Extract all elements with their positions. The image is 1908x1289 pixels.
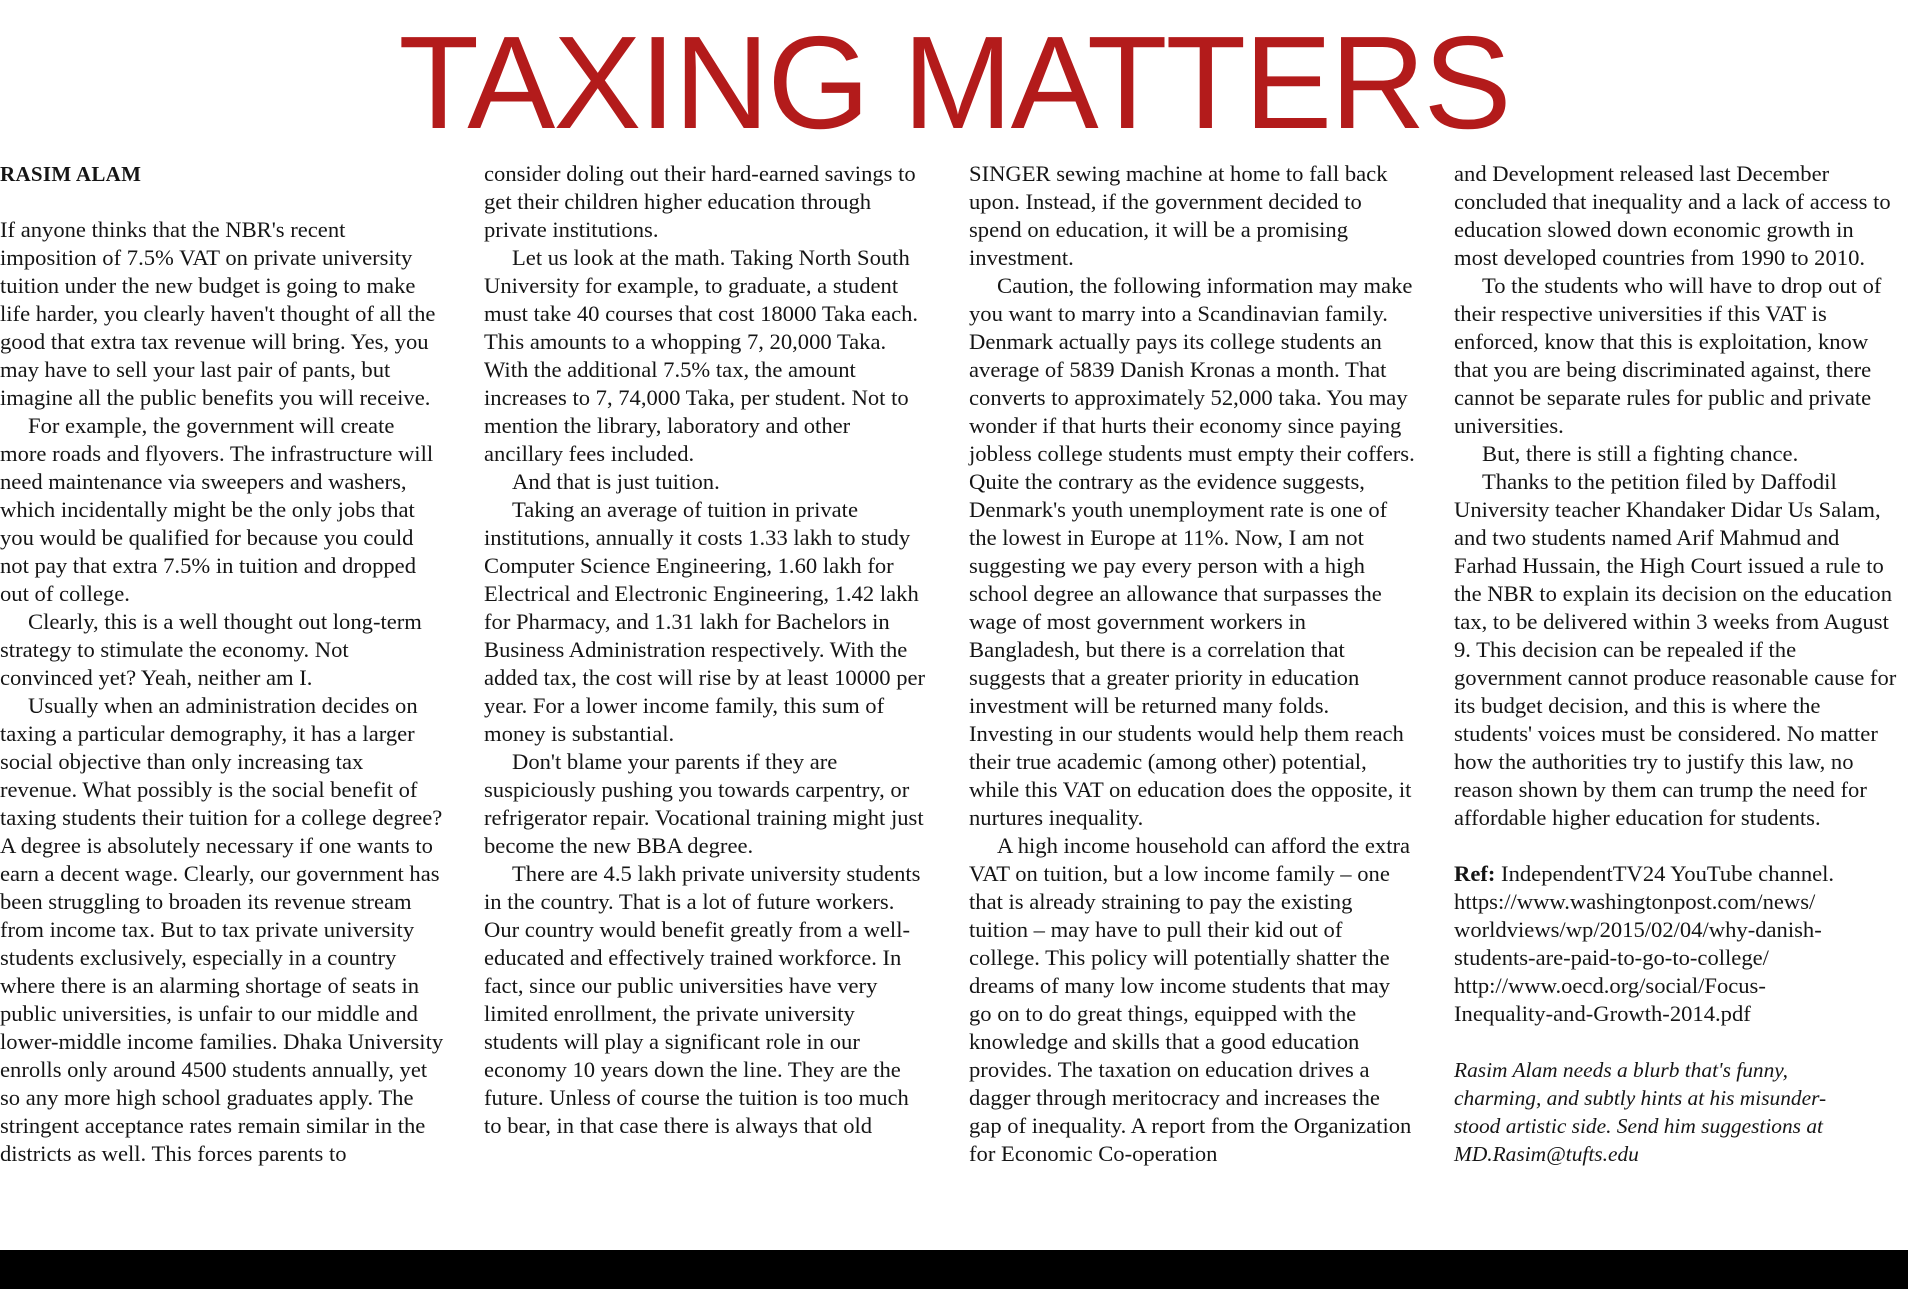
article-column-4	[1454, 160, 1900, 1168]
byline: RASIM ALAM	[0, 162, 142, 186]
reference-line: Inequality-and-Growth-2014.pdf	[1454, 1001, 1751, 1026]
paragraph: Don't blame your parents if they are suspiciously pushing you towards carpentry, or refrigerator repair. Vocational training might just become the new BBA degree.	[484, 749, 924, 858]
paragraph: consider doling out their hard-earned savings to get their children higher education through private institutions.	[484, 161, 916, 242]
paragraph: To the students who will have to drop out of their respective universities if this VAT is enforced, know that this is exploitation, know that you are being discriminated against, there cannot be separate rules for public and private universities.	[1454, 273, 1882, 438]
paragraph: SINGER sewing machine at home to fall back upon. Instead, if the government decided to spend on education, it will be a promising investment.	[969, 161, 1388, 270]
article-column-2	[484, 160, 930, 1140]
references	[1454, 860, 1900, 1028]
article-column-1	[0, 160, 446, 1168]
paragraph: and Development released last December concluded that inequality and a lack of access to education slowed down economic growth in most developed countries from 1990 to 2010.	[1454, 161, 1891, 270]
paragraph: And that is just tuition.	[512, 469, 720, 494]
paragraph: But, there is still a fighting chance.	[1482, 441, 1799, 466]
article-column-3	[969, 160, 1415, 1168]
paragraph: There are 4.5 lakh private university students in the country. That is a lot of future workers. Our country would benefit greatly from a well-educated and effectively trained workforce. In fact, since our public universities have very limited enrollment, the private university students will play a significant role in our economy 10 years down the line. They are the future. Unless of course the tuition is too much to bear, in that case there is always that old	[484, 861, 921, 1138]
paragraph: Let us look at the math. Taking North South University for example, to graduate, a student must take 40 courses that cost 18000 Taka each. This amounts to a whopping 7, 20,000 Taka. With the additional 7.5% tax, the amount increases to 7, 74,000 Taka, per student. Not to mention the library, laboratory and other ancillary fees included.	[484, 245, 919, 466]
reference-line: worldviews/wp/2015/02/04/why-danish-	[1454, 917, 1822, 942]
paragraph: If anyone thinks that the NBR's recent imposition of 7.5% VAT on private university tuition under the new budget is going to make life harder, you clearly haven't thought of all the good that extra tax revenue will bring. Yes, you may have to sell your last pair of pants, but imagine all the public benefits you will receive.	[0, 217, 436, 410]
references-list	[1454, 888, 1900, 1028]
references-label: Ref:	[1454, 861, 1496, 886]
paragraph: Taking an average of tuition in private institutions, annually it costs 1.33 lakh to study Computer Science Engineering, 1.60 lakh for Electrical and Electronic Engineering, 1.42 lakh for Pharmacy, and 1.31 lakh for Bachelors in Business Administration respectively. With the added tax, the cost will rise by at least 10000 per year. For a lower income family, this sum of money is substantial.	[484, 497, 926, 746]
blurb-line: Rasim Alam needs a blurb that's funny,	[1454, 1058, 1788, 1082]
paragraph: Clearly, this is a well thought out long-term strategy to stimulate the economy. Not convinced yet? Yeah, neither am I.	[0, 609, 422, 690]
blurb-line: charming, and subtly hints at his misunder-	[1454, 1086, 1827, 1110]
article-title: TAXING MATTERS	[398, 9, 1510, 156]
author-blurb	[1454, 1056, 1900, 1168]
paragraph: Thanks to the petition filed by Daffodil University teacher Khandaker Didar Us Salam, and two students named Arif Mahmud and Farhad Hussain, the High Court issued a rule to the NBR to explain its decision on the education tax, to be delivered within 3 weeks from August 9. This decision can be repealed if the government cannot produce reasonable cause for its budget decision, and this is where the students' voices must be considered. No matter how the authorities try to justify this law, no reason shown by them can trump the need for affordable higher education for students.	[1454, 469, 1897, 830]
reference-line: IndependentTV24 YouTube channel.	[1495, 861, 1835, 886]
blurb-line: stood artistic side. Send him suggestions at	[1454, 1114, 1823, 1138]
paragraph: Usually when an administration decides on taxing a particular demography, it has a larger social objective than only increasing tax revenue. What possibly is the social benefit of taxing students their tuition for a college degree? A degree is absolutely necessary if one wants to earn a decent wage. Clearly, our government has been struggling to broaden its revenue stream from income tax. But to tax private university students exclusively, especially in a country where there is an alarming shortage of seats in public universities, is unfair to our middle and lower-middle income families. Dhaka University enrolls only around 4500 students annually, yet so any more high school graduates apply. The stringent acceptance rates remain similar in the districts as well. This forces parents to	[0, 693, 444, 1166]
reference-line: https://www.washingtonpost.com/news/	[1454, 889, 1816, 914]
paragraph: Caution, the following information may make you want to marry into a Scandinavian family. Denmark actually pays its college students an average of 5839 Danish Kronas a month. That converts to approximately 52,000 taka. You may wonder if that hurts their economy since paying jobless college students must empty their coffers. Quite the contrary as the evidence suggests, Denmark's youth unemployment rate is one of the lowest in Europe at 11%. Now, I am not suggesting we pay every person with a high school degree an allowance that surpasses the wage of most government workers in Bangladesh, but there is a correlation that suggests that a greater priority in education investment will be returned many folds. Investing in our students would help them reach their true academic (among other) potential, while this VAT on education does the opposite, it nurtures inequality.	[969, 273, 1415, 830]
reference-line: students-are-paid-to-go-to-college/	[1454, 945, 1769, 970]
author-email-link[interactable]: MD.Rasim@tufts.edu	[1454, 1142, 1639, 1166]
paragraph: A high income household can afford the extra VAT on tuition, but a low income family – one that is already straining to pay the existing tuition – may have to pull their kid out of college. This policy will potentially shatter the dreams of many low income students that may go on to do great things, equipped with the knowledge and skills that a good education provides. The taxation on education drives a dagger through meritocracy and increases the gap of inequality. A report from the Organization for Economic Co-operation	[969, 833, 1412, 1166]
paragraph: For example, the government will create more roads and flyovers. The infrastructure will need maintenance via sweepers and washers, which incidentally might be the only jobs that you would be qualified for because you could not pay that extra 7.5% in tuition and dropped out of college.	[0, 413, 434, 606]
reference-line: http://www.oecd.org/social/Focus-	[1454, 973, 1766, 998]
